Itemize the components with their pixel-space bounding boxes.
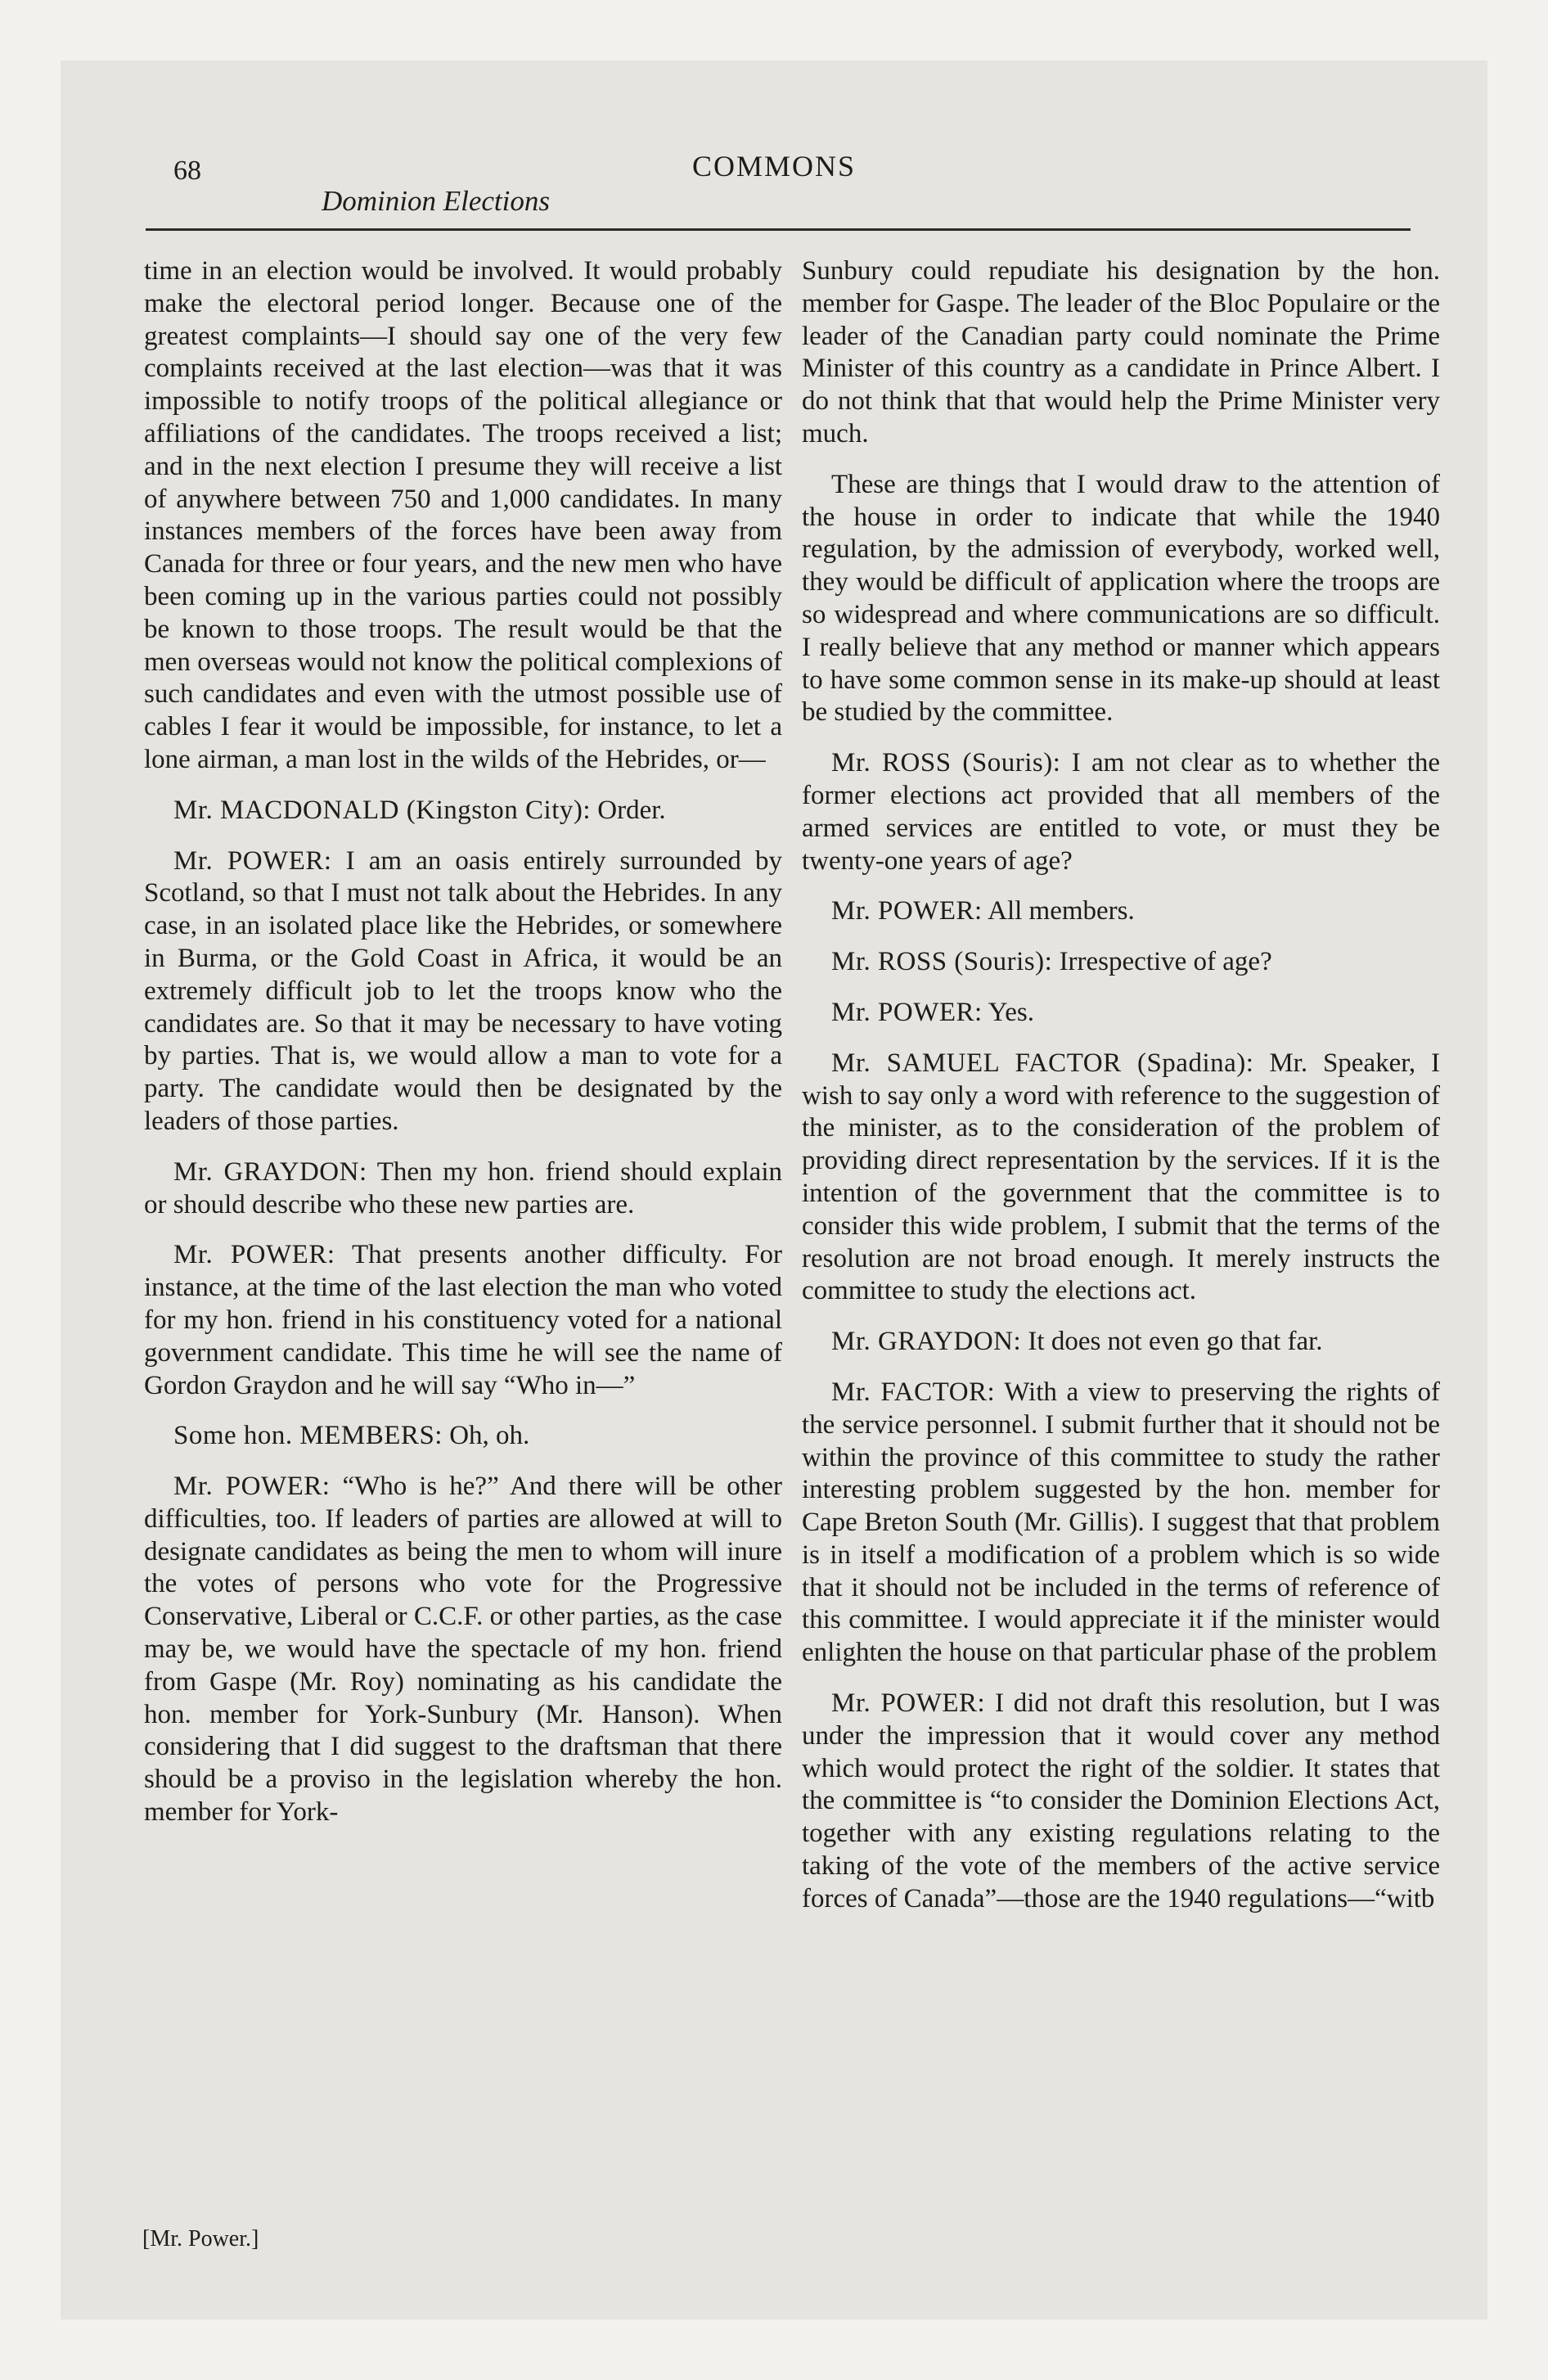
speech-paragraph [802,1688,1440,1916]
speech-text: Mr. Speaker, I wish to say only a word with reference to the suggestion of the minister, as to the consideration of the problem of providing direct representation by the services. If it is the intention of the government that the committee is to consider this wide problem, I submit that the terms of the resolution are not broad enough. It merely instructs the committee to study the elections act. [802,1048,1441,1306]
speech-paragraph [802,1377,1440,1670]
speech-text: Irrespective of age? [1059,947,1272,977]
paragraph: Sunbury could repudiate his designation by the hon. member for Gaspe. The leader of the Bloc Populaire or the leader of the Canadian party could nominate the Prime Minister of this country as a candidate in Prince Albert. I do not think that that would help the Prime Minister very much. [802,256,1440,449]
speaker-name: Mr. ROSS (Souris): [831,947,1053,977]
speech-paragraph [144,845,782,1138]
speech-paragraph [144,1239,782,1402]
speaker-name: Mr. POWER: [831,896,983,926]
speech-text: Oh, oh. [449,1421,530,1451]
speech-text: Then my hon. friend should explain or should describe who these new parties are. [144,1156,782,1219]
speech-paragraph [802,747,1440,877]
speech-text: I did not draft this resolution, but I was under the impression that it would cover any method which would protect the right of the soldier. It states that the committee is “to consider the Dominion Elections Act, together with any existing regulations relating to the taking of the vote of the members of the active service forces of Canada”—those are the 1940 regulations—“witb [802,1688,1441,1913]
speech-text: “Who is he?” And there will be other difficulties, too. If leaders of parties are allowed at will to designate candidates as being the men to whom will inure the votes of persons who vote for the Progressive Conservative, Liberal or C.C.F. or other parties, as the case may be, we would have the spectacle of my hon. friend from Gaspe (Mr. Roy) nominating as his candidate the hon. member for York-Sunbury (Mr. Hanson). When considering that I did suggest to the draftsman that there should be a proviso in the legislation whereby the hon. member for York- [144,1472,782,1828]
speech-paragraph [802,1048,1440,1308]
running-title: COMMONS [691,150,857,183]
header-rule [146,228,1411,231]
speech-paragraph [802,997,1440,1030]
speech-text: With a view to preserving the rights of the service personnel. I submit further that it should not be within the province of this committee to study the rather interesting problem suggested by the hon. member for Cape Breton South (Mr. Gillis). I suggest that that problem is in itself a modification of a problem which is so wide that it should not be included in the terms of reference of this committee. I would appreciate it if the minister would enlighten the house on that particular phase of the problem [802,1377,1440,1668]
speaker-name: Mr. SAMUEL FACTOR (Spadina): [831,1048,1254,1078]
speech-paragraph [144,1471,782,1829]
speaker-name: Mr. GRAYDON: [831,1327,1022,1357]
speaker-name: Mr. POWER: [173,1472,331,1502]
speaker-name: Mr. POWER: [831,1688,986,1719]
speech-paragraph [144,1156,782,1222]
page-number: 68 [173,156,201,186]
speech-text: I am not clear as to whether the former elections act provided that all members of the armed services are entitled to vote, or must they be twenty-one years of age? [802,748,1441,876]
speech-paragraph [802,895,1440,928]
right-column [802,255,1440,1934]
speech-text: All members. [988,896,1135,926]
speech-text: Yes. [988,997,1034,1027]
speaker-name: Mr. POWER: [173,1240,335,1270]
speaker-name: Mr. GRAYDON: [173,1156,367,1187]
page-header [0,0,1548,246]
speaker-name: Mr. ROSS (Souris): [831,748,1061,778]
speech-text: I am an oasis entirely surrounded by Scotland, so that I must not talk about the Hebrides. In any case, in an isolated place like the Hebrides, or somewhere in Burma, or the Gold Coast in Africa, it would be an extremely difficult job to let the troops know who the candidates are. So that it may be necessary to have voting by parties. That is, we would allow a man to vote for a party. The candidate would then be designated by the leaders of those parties. [144,845,782,1136]
speaker-name: Mr. FACTOR: [831,1377,996,1407]
paragraph: These are things that I would draw to the attention of the house in order to indicate that while the 1940 regulation, by the admission of everybody, worked well, they would be difficult of application where the troops are so widespread and where communications are so difficult. I really believe that any method or manner which appears to have some common sense in its make-up should at least be studied by the committee. [802,469,1440,728]
speaker-name: Some hon. MEMBERS: [173,1421,443,1451]
speech-paragraph [802,1326,1440,1359]
left-column [144,255,782,1847]
speaker-name: Mr. POWER: [173,845,332,876]
speech-text: Order. [597,795,666,825]
paragraph: time in an election would be involved. It would probably make the electoral period longer. Because one of the greatest complaints—I should say one of the very few complaints received at the last election—was that it was impossible to notify troops of the political allegiance or affiliations of the candidates. The troops received a list; and in the next election I presume they will receive a list of anywhere between 750 and 1,000 candidates. In many instances members of the forces have been away from Canada for three or four years, and the new men who have been coming up in the various parties could not possibly be known to those troops. The result would be that the men overseas would not know the political complexions of such candidates and even with the utmost possible use of cables I fear it would be impossible, for instance, to let a lone airman, a man lost in the wilds of the Hebrides, or— [144,256,782,774]
speech-text: That presents another difficulty. For instance, at the time of the last election the man who voted for my hon. friend in his constituency voted for a national government candidate. This time he will see the name of Gordon Graydon and he will say “Who in—” [144,1240,783,1400]
speaker-name: Mr. MACDONALD (Kingston City): [173,795,592,825]
speech-paragraph [144,1420,782,1453]
speech-paragraph [802,946,1440,979]
speech-paragraph [144,795,782,827]
section-subtitle: Dominion Elections [322,185,550,217]
speech-text: It does not even go that far. [1028,1327,1323,1357]
footer-speaker-tag: [Mr. Power.] [142,2226,259,2252]
speaker-name: Mr. POWER: [831,997,983,1027]
